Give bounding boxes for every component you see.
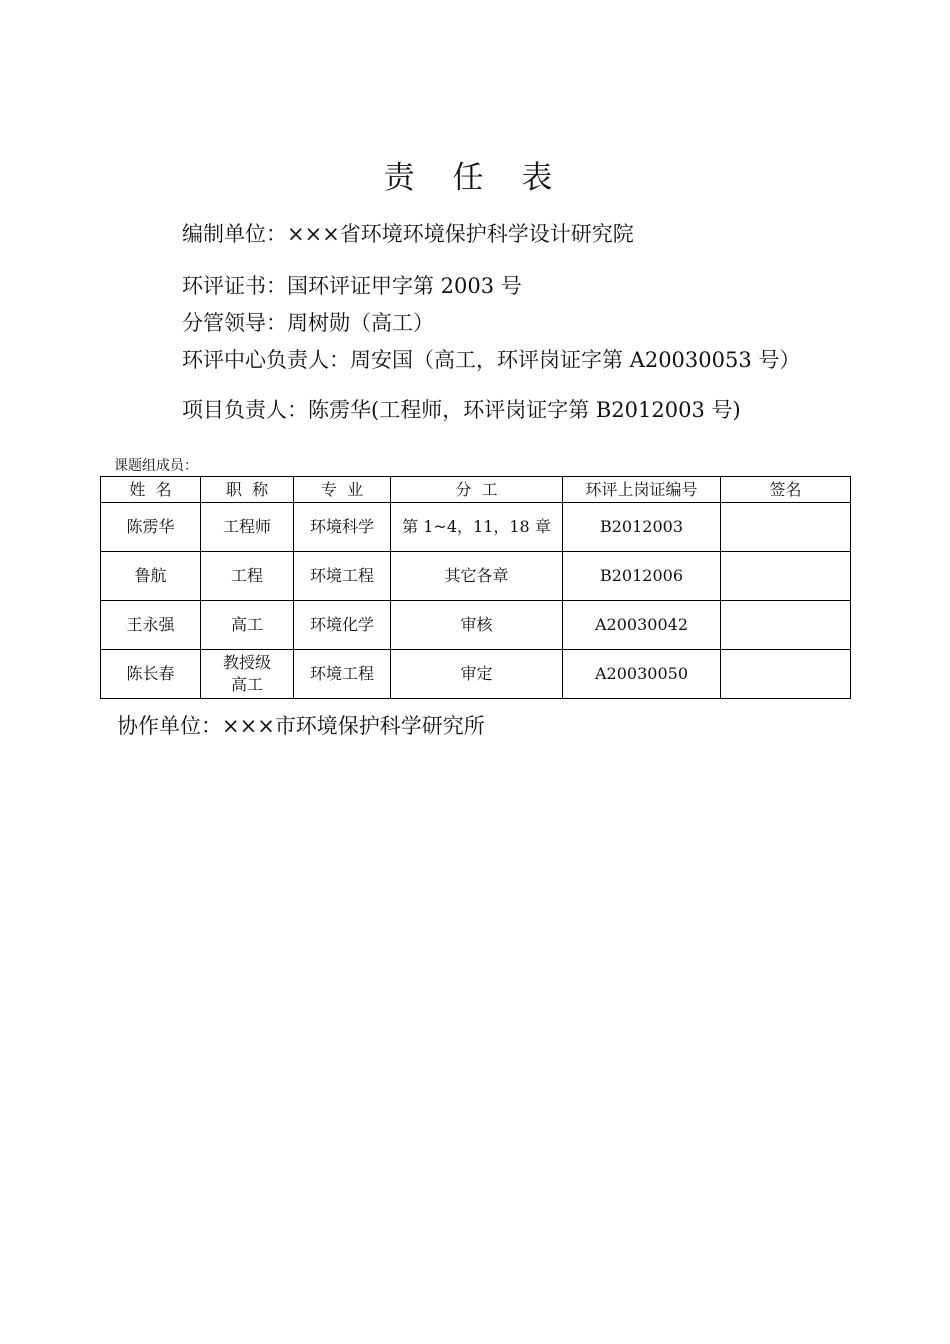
team-caption: 课题组成员： [114, 458, 198, 474]
cell-name: 陈长春 [101, 650, 201, 699]
supervising-leader: 分管领导：周树勋（高工） [182, 311, 434, 335]
table-row [101, 650, 851, 699]
cell-title: 工程师 [201, 503, 294, 552]
compiler-unit: 编制单位：×××省环境环境保护科学设计研究院 [182, 222, 634, 246]
cell-cert: B2012003 [563, 503, 721, 552]
project-head: 项目负责人：陈雳华(工程师，环评岗证字第 B2012003 号) [182, 398, 741, 422]
cell-title: 教授级 高工 [201, 650, 294, 699]
table-row [101, 503, 851, 552]
cell-sign [721, 552, 851, 601]
cell-title: 高工 [201, 601, 294, 650]
cell-title: 工程 [201, 552, 294, 601]
cell-name: 王永强 [101, 601, 201, 650]
cell-cert: A20030042 [563, 601, 721, 650]
page-title: 责 任 表 [383, 160, 567, 196]
cell-division: 其它各章 [391, 552, 563, 601]
header-cert: 环评上岗证编号 [563, 477, 721, 503]
cell-major: 环境工程 [294, 552, 391, 601]
header-title: 职 称 [201, 477, 294, 503]
header-major: 专 业 [294, 477, 391, 503]
cell-sign [721, 650, 851, 699]
staff-table [100, 476, 851, 699]
center-head: 环评中心负责人：周安国（高工，环评岗证字第 A20030053 号） [182, 348, 801, 372]
eia-certificate: 环评证书：国环评证甲字第 2003 号 [182, 274, 522, 298]
cell-major: 环境工程 [294, 650, 391, 699]
table-header-row [101, 477, 851, 503]
cell-name: 陈雳华 [101, 503, 201, 552]
header-division: 分 工 [391, 477, 563, 503]
cell-division: 审核 [391, 601, 563, 650]
table-row [101, 601, 851, 650]
table-row [101, 552, 851, 601]
cell-division: 第 1~4，11，18 章 [391, 503, 563, 552]
collaborating-unit: 协作单位：×××市环境保护科学研究所 [117, 714, 485, 738]
cell-cert: B2012006 [563, 552, 721, 601]
cell-division: 审定 [391, 650, 563, 699]
header-sign: 签名 [721, 477, 851, 503]
cell-major: 环境化学 [294, 601, 391, 650]
cell-major: 环境科学 [294, 503, 391, 552]
cell-name: 鲁航 [101, 552, 201, 601]
cell-sign [721, 601, 851, 650]
header-name: 姓 名 [101, 477, 201, 503]
cell-sign [721, 503, 851, 552]
cell-cert: A20030050 [563, 650, 721, 699]
